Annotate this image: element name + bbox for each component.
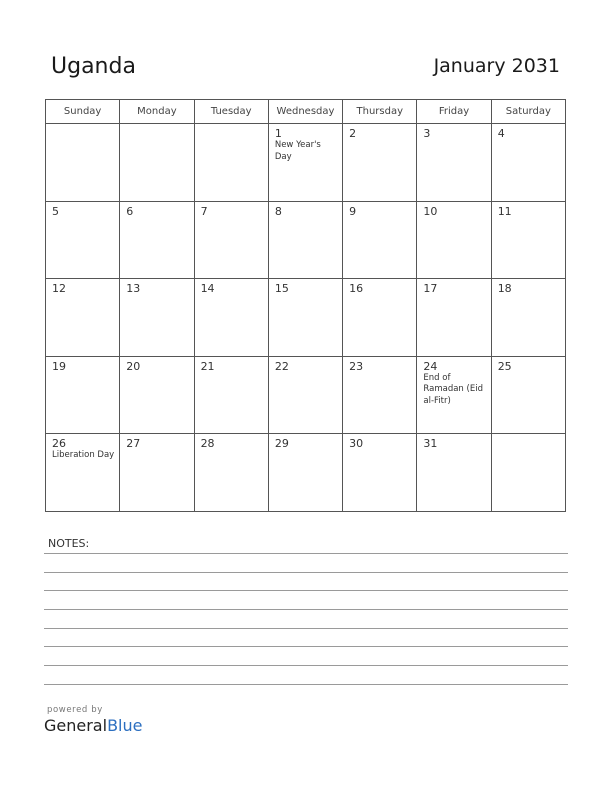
day-cell (46, 279, 120, 357)
day-number: 19 (52, 359, 66, 373)
day-number: 6 (126, 204, 134, 218)
day-cell (343, 279, 417, 357)
day-cell (46, 356, 120, 434)
day-number: 2 (349, 127, 357, 140)
day-cell (491, 124, 565, 202)
calendar-grid (45, 99, 566, 512)
week-row (46, 356, 566, 434)
day-number: 28 (200, 437, 215, 451)
day-number: 11 (497, 204, 512, 218)
week-row (46, 124, 566, 202)
day-number (120, 124, 193, 127)
day-number (492, 434, 565, 437)
country-title: Uganda (51, 54, 136, 79)
weekday-header: Wednesday (268, 100, 342, 124)
day-cell (120, 124, 194, 202)
day-cell (491, 356, 565, 434)
day-number: 22 (274, 359, 289, 373)
weekday-header: Sunday (46, 100, 120, 124)
day-cell (268, 434, 342, 512)
day-cell (343, 356, 417, 434)
day-cell (268, 201, 342, 279)
notes-label: NOTES: (48, 537, 90, 550)
day-number: 17 (423, 282, 438, 296)
day-cell (194, 434, 268, 512)
day-cell (194, 279, 268, 357)
day-number (195, 124, 268, 127)
day-number: 23 (349, 359, 364, 373)
day-cell (194, 124, 268, 202)
note-line (44, 590, 568, 591)
day-cell (417, 434, 491, 512)
brand-general-text: General (44, 716, 108, 735)
weekday-header: Monday (120, 100, 194, 124)
day-number: 4 (497, 127, 505, 140)
weekday-header: Saturday (491, 100, 565, 124)
day-number: 27 (126, 437, 141, 451)
day-number: 9 (349, 204, 357, 218)
day-number: 20 (126, 359, 141, 373)
day-cell (120, 201, 194, 279)
day-cell (120, 434, 194, 512)
day-cell (194, 356, 268, 434)
day-number: 30 (349, 437, 364, 451)
weekday-header: Tuesday (194, 100, 268, 124)
note-line (44, 684, 568, 685)
brand-logo (44, 705, 142, 735)
note-line (44, 628, 568, 629)
day-cell (417, 124, 491, 202)
weekday-header-row (46, 100, 566, 124)
day-cell (417, 356, 491, 434)
week-row (46, 279, 566, 357)
month-year-title: January 2031 (433, 55, 560, 77)
note-line (44, 553, 568, 554)
holiday-label: Liberation Day (52, 450, 115, 461)
day-cell (268, 356, 342, 434)
day-cell (268, 279, 342, 357)
day-number: 13 (126, 282, 141, 296)
day-cell (417, 201, 491, 279)
day-cell (46, 434, 120, 512)
day-number: 21 (200, 359, 215, 373)
weekday-header: Friday (417, 100, 491, 124)
day-number: 10 (423, 204, 438, 218)
day-number: 18 (497, 282, 512, 296)
day-number: 26 (52, 437, 66, 451)
brand-name (44, 716, 142, 735)
day-number: 3 (423, 127, 431, 140)
week-row (46, 201, 566, 279)
note-line (44, 665, 568, 666)
day-number: 25 (497, 359, 512, 373)
day-cell (343, 201, 417, 279)
day-cell (46, 124, 120, 202)
day-number: 8 (274, 204, 282, 218)
day-number: 5 (52, 204, 59, 218)
week-row (46, 434, 566, 512)
holiday-label: New Year's Day (274, 140, 321, 162)
powered-by-text: powered by (47, 705, 103, 715)
day-number: 31 (423, 437, 438, 451)
note-line (44, 609, 568, 610)
day-cell (268, 124, 342, 202)
day-number: 16 (349, 282, 364, 296)
day-cell (491, 201, 565, 279)
day-number: 12 (52, 282, 66, 296)
day-cell (417, 279, 491, 357)
day-cell (194, 201, 268, 279)
day-cell (120, 279, 194, 357)
day-number (46, 124, 119, 127)
day-cell (120, 356, 194, 434)
brand-blue-text: Blue (107, 716, 143, 735)
note-line (44, 646, 568, 647)
day-number: 15 (274, 282, 289, 296)
day-number: 1 (274, 127, 282, 140)
day-number: 29 (274, 437, 289, 451)
note-line (44, 572, 568, 573)
weekday-header: Thursday (343, 100, 417, 124)
day-cell (491, 434, 565, 512)
holiday-label: End of Ramadan (Eid al-Fitr) (423, 372, 483, 406)
day-number: 24 (423, 359, 438, 373)
day-number: 7 (200, 204, 208, 218)
day-cell (343, 434, 417, 512)
day-number: 14 (200, 282, 215, 296)
day-cell (46, 201, 120, 279)
day-cell (343, 124, 417, 202)
day-cell (491, 279, 565, 357)
